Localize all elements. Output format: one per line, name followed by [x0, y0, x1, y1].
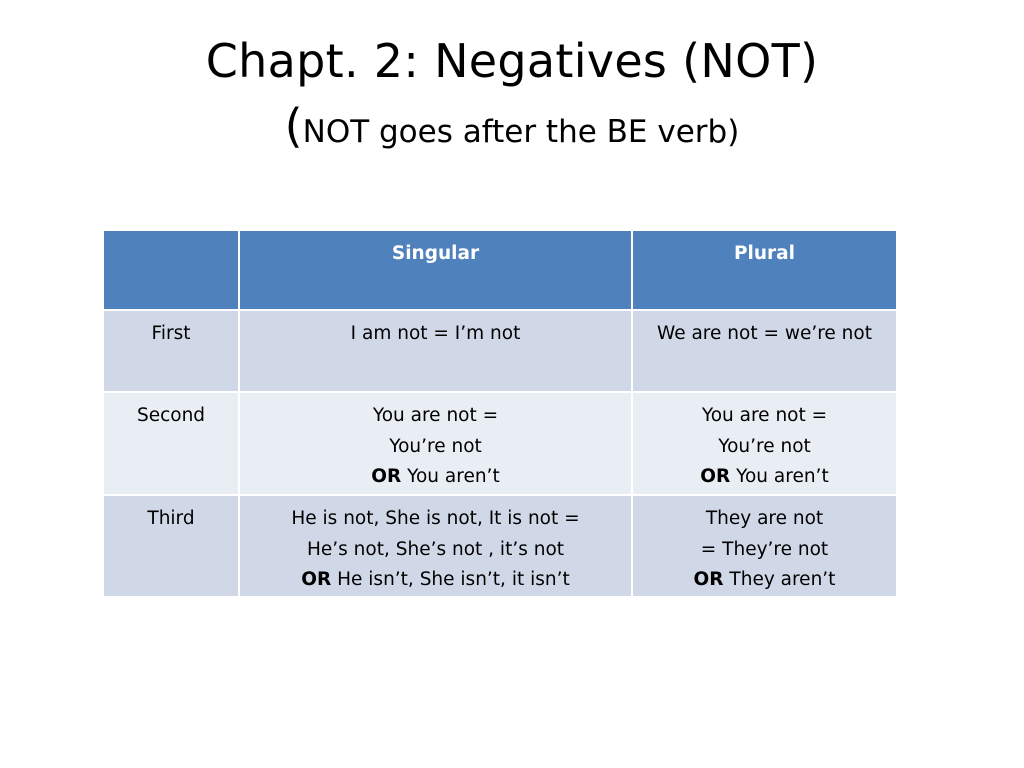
slide-title — [60, 28, 964, 169]
cell-line: We are not = we’re not — [657, 323, 872, 344]
cell-line: = They’re not — [700, 538, 829, 560]
cell-line-or — [244, 462, 627, 493]
cell-second-singular — [239, 392, 632, 495]
table-row-third — [103, 495, 897, 597]
or-keyword: OR — [371, 466, 402, 487]
cell-line: He’s not, She’s not , it’s not — [306, 538, 565, 560]
cell-line: You’re not — [389, 435, 482, 457]
cell-third-singular — [239, 495, 632, 597]
cell-second-plural — [632, 392, 897, 495]
or-rest: They aren’t — [723, 569, 836, 590]
or-keyword: OR — [693, 569, 724, 590]
or-keyword: OR — [700, 466, 731, 487]
table-row-second — [103, 392, 897, 495]
table-row-first — [103, 310, 897, 392]
cell-first-plural — [632, 310, 897, 392]
title-paren-open: ( — [284, 99, 303, 153]
be-verb-negatives-table — [102, 229, 898, 598]
or-rest: You aren’t — [730, 466, 829, 487]
or-rest: He isn’t, She isn’t, it isn’t — [331, 569, 570, 590]
cell-first-singular — [239, 310, 632, 392]
cell-line: You are not = — [701, 405, 828, 426]
cell-line-or — [244, 565, 627, 596]
cell-line: He is not, She is not, It is not = — [291, 508, 580, 529]
person-label-first: First — [103, 310, 239, 392]
title-main: Chapt. 2: Negatives (NOT) — [205, 34, 819, 88]
or-rest: You aren’t — [401, 466, 500, 487]
cell-line: You are not = — [372, 405, 499, 426]
or-keyword: OR — [301, 569, 332, 590]
cell-line: You’re not — [718, 435, 811, 457]
header-plural: Plural — [632, 230, 897, 310]
cell-line-or — [637, 462, 892, 493]
title-paren-close: ) — [727, 114, 740, 150]
cell-line: I am not = I’m not — [350, 323, 521, 344]
cell-third-plural — [632, 495, 897, 597]
table-header-row — [103, 230, 897, 310]
header-corner-cell — [103, 230, 239, 310]
cell-line: They are not — [705, 508, 824, 529]
header-singular: Singular — [239, 230, 632, 310]
cell-line-or — [637, 565, 892, 596]
title-subtitle-text: NOT goes after the BE verb — [302, 114, 728, 150]
person-label-third: Third — [103, 495, 239, 597]
title-subtitle — [60, 94, 964, 169]
person-label-second: Second — [103, 392, 239, 495]
